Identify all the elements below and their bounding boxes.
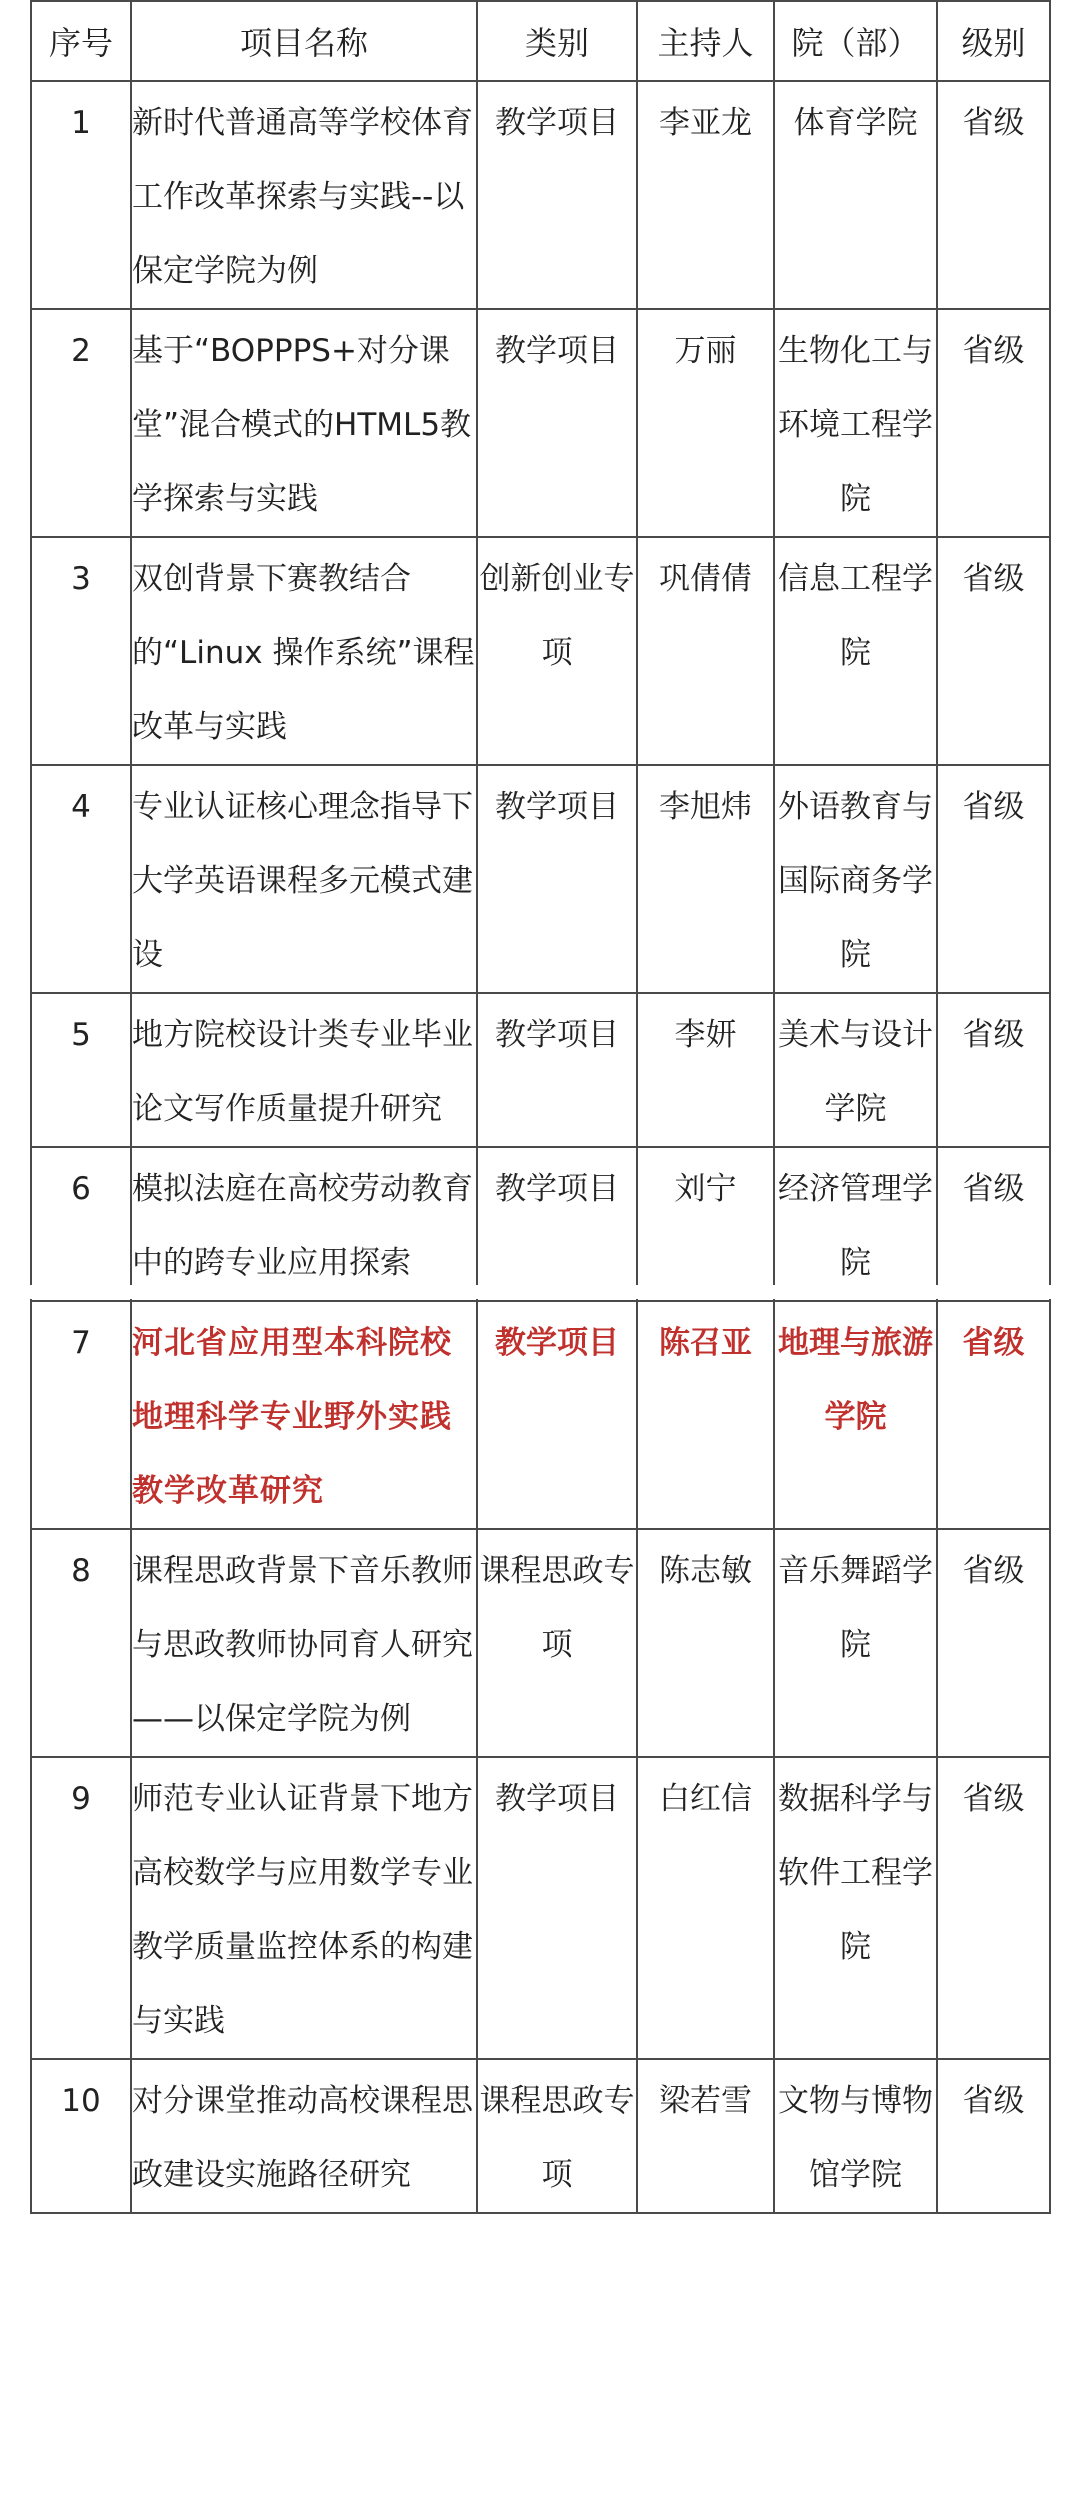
cell-department: 信息工程学院 [774,537,937,765]
cell-category: 课程思政专项 [477,2059,637,2213]
cell-category: 教学项目 [477,1757,637,2059]
header-row [31,1,1050,81]
cell-host: 陈志敏 [637,1529,774,1757]
cell-project-name: 地方院校设计类专业毕业论文写作质量提升研究 [131,993,477,1147]
cell-level: 省级 [937,1147,1050,1301]
cell-level: 省级 [937,1529,1050,1757]
cell-host: 梁若雪 [637,2059,774,2213]
cell-project-name: 新时代普通高等学校体育工作改革探索与实践--以保定学院为例 [131,81,477,309]
cell-no: 8 [31,1529,131,1757]
cell-level: 省级 [937,1301,1050,1529]
header-category: 类别 [477,1,637,81]
cell-project-name: 基于“BOPPPS+对分课堂”混合模式的HTML5教学探索与实践 [131,309,477,537]
cell-department: 音乐舞蹈学院 [774,1529,937,1757]
cell-no: 10 [31,2059,131,2213]
header-department: 院（部） [774,1,937,81]
table-header [31,1,1050,81]
cell-host: 李亚龙 [637,81,774,309]
cell-project-name: 模拟法庭在高校劳动教育中的跨专业应用探索 [131,1147,477,1301]
cell-level: 省级 [937,81,1050,309]
table-row [31,993,1050,1147]
cell-level: 省级 [937,1757,1050,2059]
cell-category: 教学项目 [477,993,637,1147]
table-row [31,765,1050,993]
cell-category: 教学项目 [477,765,637,993]
cell-department: 地理与旅游学院 [774,1301,937,1529]
cell-no: 4 [31,765,131,993]
table-row [31,1147,1050,1301]
cell-host: 李旭炜 [637,765,774,993]
cell-department: 文物与博物馆学院 [774,2059,937,2213]
cell-department: 美术与设计学院 [774,993,937,1147]
cell-host: 白红信 [637,1757,774,2059]
cell-host: 陈召亚 [637,1301,774,1529]
cell-level: 省级 [937,537,1050,765]
cell-level: 省级 [937,993,1050,1147]
cell-project-name: 河北省应用型本科院校地理科学专业野外实践教学改革研究 [131,1301,477,1529]
cell-department: 生物化工与环境工程学院 [774,309,937,537]
cell-no: 2 [31,309,131,537]
cell-category: 课程思政专项 [477,1529,637,1757]
table-row [31,1529,1050,1757]
cell-host: 李妍 [637,993,774,1147]
cell-no: 3 [31,537,131,765]
table-row [31,81,1050,309]
header-no: 序号 [31,1,131,81]
cell-department: 数据科学与软件工程学院 [774,1757,937,2059]
cell-category: 教学项目 [477,1301,637,1529]
cell-project-name: 对分课堂推动高校课程思政建设实施路径研究 [131,2059,477,2213]
cell-department: 外语教育与国际商务学院 [774,765,937,993]
cell-host: 刘宁 [637,1147,774,1301]
cell-no: 9 [31,1757,131,2059]
cell-project-name: 课程思政背景下音乐教师与思政教师协同育人研究——以保定学院为例 [131,1529,477,1757]
cell-host: 巩倩倩 [637,537,774,765]
table-row [31,537,1050,765]
cell-department: 经济管理学院 [774,1147,937,1301]
cell-level: 省级 [937,309,1050,537]
cell-project-name: 师范专业认证背景下地方高校数学与应用数学专业教学质量监控体系的构建与实践 [131,1757,477,2059]
header-name: 项目名称 [131,1,477,81]
cell-host: 万丽 [637,309,774,537]
project-table [30,0,1051,2214]
cell-project-name: 专业认证核心理念指导下大学英语课程多元模式建设 [131,765,477,993]
table-row [31,309,1050,537]
cell-level: 省级 [937,2059,1050,2213]
cell-no: 6 [31,1147,131,1301]
cell-category: 创新创业专项 [477,537,637,765]
cell-category: 教学项目 [477,81,637,309]
header-level: 级别 [937,1,1050,81]
cell-department: 体育学院 [774,81,937,309]
table-row [31,1757,1050,2059]
cell-category: 教学项目 [477,309,637,537]
table-row [31,2059,1050,2213]
table-body [31,81,1050,2213]
page-break-gap [0,1285,1080,1299]
header-host: 主持人 [637,1,774,81]
cell-category: 教学项目 [477,1147,637,1301]
cell-no: 1 [31,81,131,309]
cell-level: 省级 [937,765,1050,993]
cell-project-name: 双创背景下赛教结合的“Linux 操作系统”课程改革与实践 [131,537,477,765]
table-row [31,1301,1050,1529]
cell-no: 5 [31,993,131,1147]
cell-no: 7 [31,1301,131,1529]
